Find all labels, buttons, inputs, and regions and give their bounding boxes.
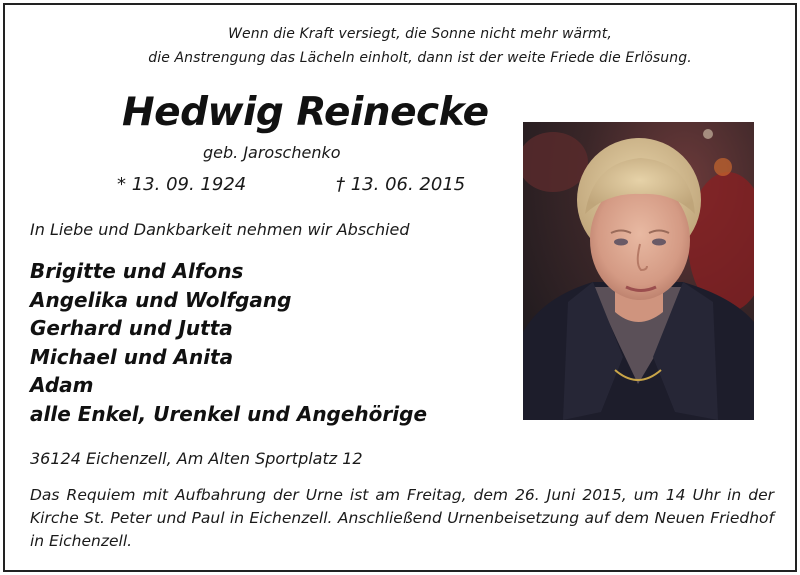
death-date: † 13. 06. 2015 (336, 174, 466, 195)
farewell-text: In Liebe und Dankbarkeit nehmen wir Abschied (30, 220, 410, 239)
mourner-item: Gerhard und Jutta (30, 316, 233, 341)
mourner-item: Angelika und Wolfgang (30, 287, 292, 312)
quote-line-1: Wenn die Kraft versiegt, die Sonne nicht mehr wärmt, (228, 26, 612, 42)
deceased-name: Hedwig Reinecke (122, 90, 489, 135)
portrait-photo (523, 122, 754, 420)
birth-date: * 13. 09. 1924 (117, 174, 247, 195)
quote-line-2: die Anstrengung das Lächeln einholt, dann ist der weite Friede die Erlösung. (148, 50, 692, 66)
requiem-notice: Das Requiem mit Aufbahrung der Urne ist am Freitag, dem 26. Juni 2015, um 14 Uhr in der Kirche St. Peter und Paul in Eichenzell. Anschließend Urnenbeisetzung auf dem Neuen Friedhof in Eichenzell. (30, 486, 774, 550)
mourner-item: alle Enkel, Urenkel und Angehörige (30, 401, 428, 426)
maiden-name: geb. Jaroschenko (203, 143, 341, 162)
mourner-item: Brigitte und Alfons (30, 259, 244, 283)
mourners-list (30, 257, 427, 429)
mourner-item: Michael und Anita (30, 344, 234, 369)
family-address: 36124 Eichenzell, Am Alten Sportplatz 12 (30, 449, 363, 468)
mourner-item: Adam (30, 373, 94, 398)
